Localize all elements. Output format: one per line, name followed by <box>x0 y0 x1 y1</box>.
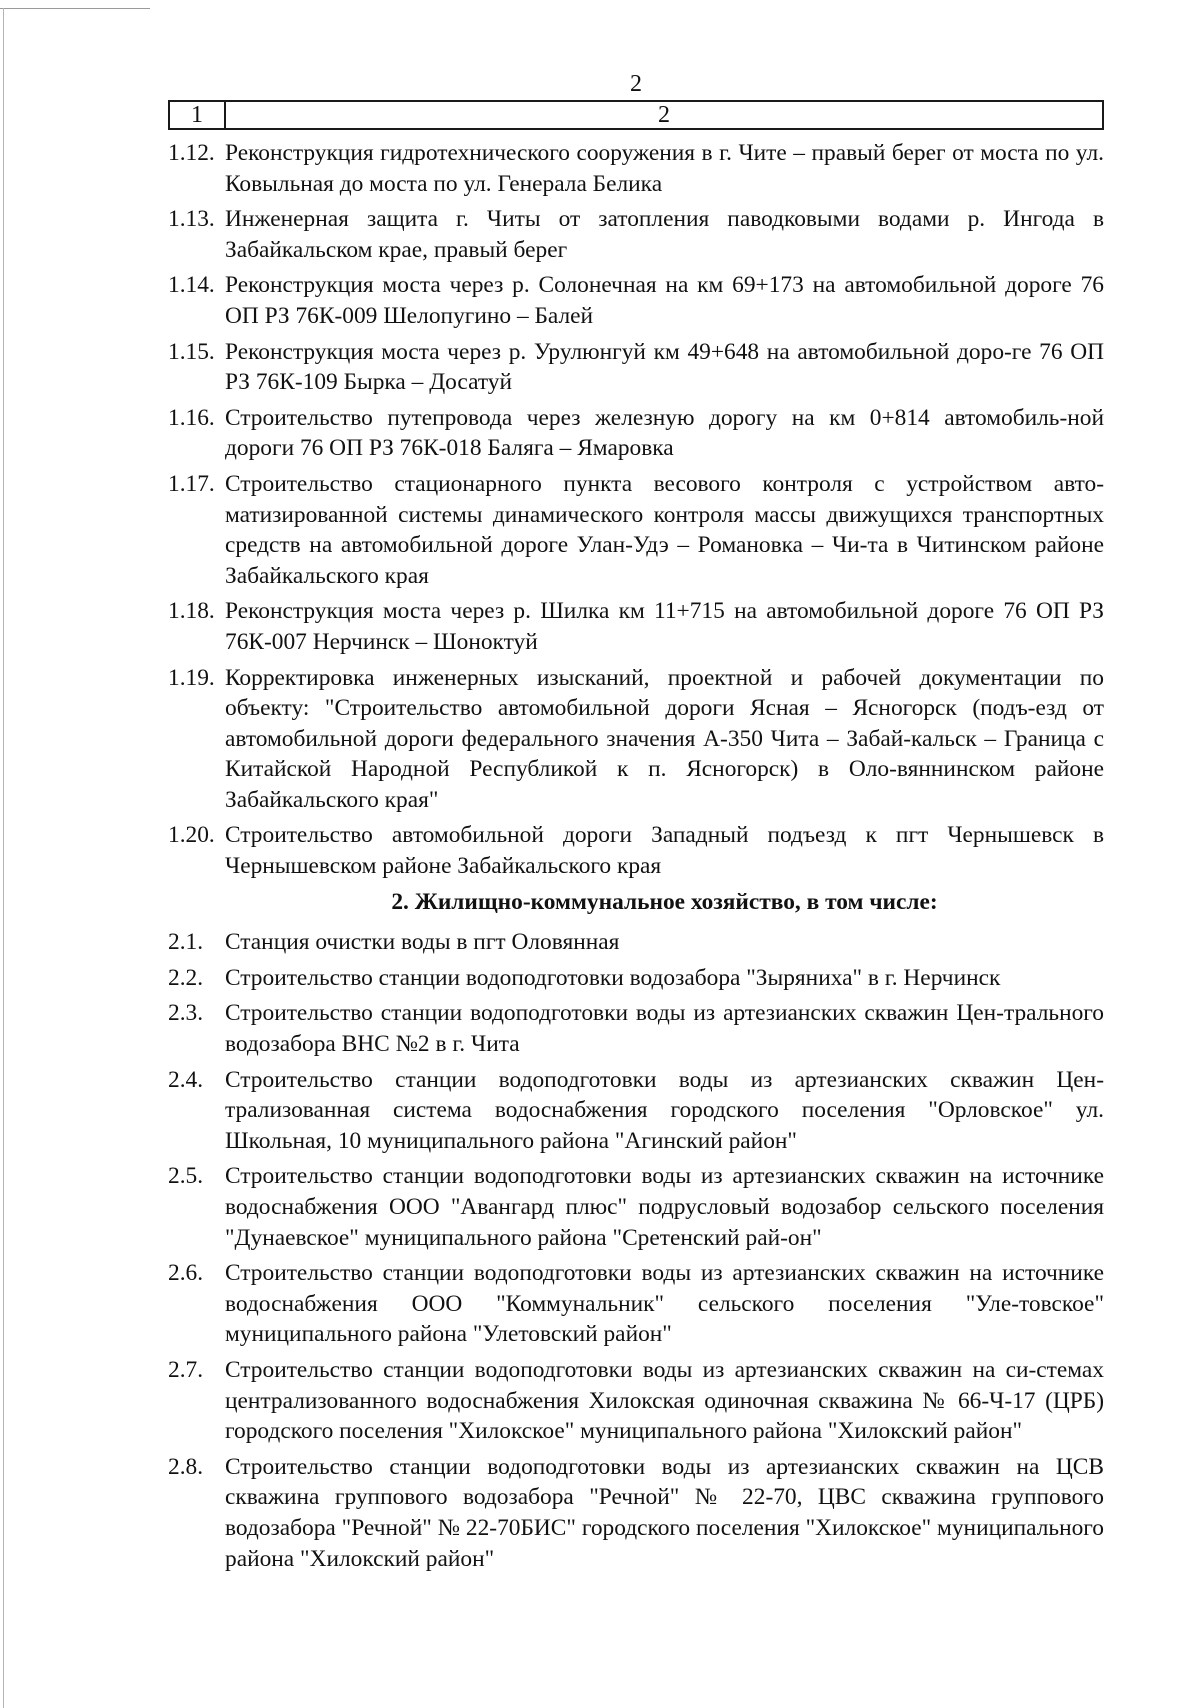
list-item <box>168 403 1104 464</box>
list-item <box>168 1161 1104 1253</box>
section-2-heading: 2. Жилищно-коммунальное хозяйство, в том числе: <box>391 888 938 915</box>
list-item <box>168 204 1104 265</box>
list-item <box>168 138 1104 199</box>
item-text: Строительство станции водоподготовки воды из артезианских скважин Цен-трализованная система водоснабжения городского поселения "Орловское" ул. Школьная, 10 муниципального района "Агинский район" <box>225 1066 1104 1154</box>
item-text: Реконструкция моста через р. Солонечная на км 69+173 на автомобильной дороге 76 ОП РЗ 76К-009 Шелопугино – Балей <box>225 272 1104 329</box>
list-item <box>168 663 1104 816</box>
column-header-1: 1 <box>169 101 225 129</box>
item-number: 2.4. <box>168 1066 204 1093</box>
section-2-list <box>168 927 1104 1574</box>
list-item <box>168 596 1104 657</box>
item-text: Строительство автомобильной дороги Западный подъезд к пгт Чернышевск в Чернышевском районе Забайкальского края <box>225 822 1104 880</box>
list-item <box>168 927 1104 958</box>
list-item <box>168 1258 1104 1350</box>
item-number: 1.17. <box>168 470 215 497</box>
item-number: 2.1. <box>168 929 204 956</box>
item-number: 2.7. <box>168 1356 204 1383</box>
item-text: Строительство станции водоподготовки воды из артезианских скважин на си-стемах централизованного водоснабжения Хилокская одиночная скважина № 66-Ч-17 (ЦРБ) городского поселения "Хилокское" муниципального района "Хилокский район" <box>225 1356 1104 1445</box>
page-number: 2 <box>630 71 642 97</box>
item-number: 2.5. <box>168 1163 204 1190</box>
scan-edge-top <box>0 8 150 9</box>
item-text: Корректировка инженерных изысканий, проектной и рабочей документации по объекту: "Строительство автомобильной дороги Ясная – Ясногорск (подъ-езд от автомобильной дороги федерального значения А-350 Чита – Забай-кальск – Граница с Китайской Народной Республикой к п. Ясногорск) в Оло-вяннинском районе Забайкальского края" <box>225 664 1104 813</box>
item-text: Реконструкция моста через р. Шилка км 11+715 на автомобильной дороге 76 ОП РЗ 76К-007 Нерчинск – Шоноктуй <box>225 598 1104 655</box>
item-text: Строительство путепровода через железную дорогу на км 0+814 автомобиль-ной дороги 76 ОП РЗ 76К-018 Баляга – Ямаровка <box>225 404 1104 462</box>
list-item <box>168 337 1104 398</box>
item-number: 2.8. <box>168 1453 204 1480</box>
item-number: 1.18. <box>168 598 215 625</box>
list-item <box>168 820 1104 881</box>
item-text: Строительство станции водоподготовки воды из артезианских скважин на источнике водоснабжения ООО "Коммунальник" сельского поселения "Уле-товское" муниципального района "Улетовский район" <box>225 1260 1104 1348</box>
section-1-list <box>168 138 1104 882</box>
list-item <box>168 1065 1104 1157</box>
item-number: 1.19. <box>168 664 215 691</box>
item-text: Реконструкция моста через р. Урулюнгуй км 49+648 на автомобильной доро-ге 76 ОП РЗ 76К-109 Бырка – Досатуй <box>225 338 1104 396</box>
item-number: 1.15. <box>168 338 215 365</box>
item-number: 2.3. <box>168 1000 204 1027</box>
column-header-table <box>168 100 1104 130</box>
list-item <box>168 1355 1104 1447</box>
list-item <box>168 1452 1104 1574</box>
item-text: Станция очистки воды в пгт Оловянная <box>225 929 620 956</box>
list-item <box>168 998 1104 1059</box>
item-text: Строительство станции водоподготовки воды из артезианских скважин Цен-трального водозабора ВНС №2 в г. Чита <box>225 1000 1104 1058</box>
list-item <box>168 270 1104 331</box>
item-text: Строительство станции водоподготовки водозабора "Зыряниха" в г. Нерчинск <box>225 964 1001 991</box>
scan-edge-left <box>3 8 4 1708</box>
item-text: Реконструкция гидротехнического сооружения в г. Чите – правый берег от моста по ул. Ковыльная до моста по ул. Генерала Белика <box>225 140 1104 197</box>
item-number: 1.20. <box>168 822 215 849</box>
document-page <box>168 70 1104 1579</box>
item-number: 2.6. <box>168 1260 204 1287</box>
column-header-2: 2 <box>225 101 1103 129</box>
item-text: Инженерная защита г. Читы от затопления паводковыми водами р. Ингода в Забайкальском крае, правый берег <box>225 206 1104 263</box>
item-text: Строительство станции водоподготовки воды из артезианских скважин на источнике водоснабжения ООО "Авангард плюс" подрусловый водозабор сельского поселения "Дунаевское" муниципального района "Сретенский рай-он" <box>225 1163 1104 1251</box>
list-item <box>168 963 1104 994</box>
item-text: Строительство стационарного пункта весового контроля с устройством авто-матизированной системы динамического контроля массы движущихся транспортных средств на автомобильной дороге Улан-Удэ – Романовка – Чи-та в Читинском районе Забайкальского края <box>225 470 1104 589</box>
item-number: 1.13. <box>168 206 215 233</box>
item-number: 2.2. <box>168 964 204 991</box>
column-header-row <box>169 101 1103 129</box>
item-number: 1.14. <box>168 272 215 299</box>
item-number: 1.16. <box>168 404 215 431</box>
item-text: Строительство станции водоподготовки воды из артезианских скважин на ЦСВ скважина группового водозабора "Речной" № 22-70, ЦВС скважина группового водозабора "Речной" № 22-70БИС" городского поселения "Хилокское" муниципального района "Хилокский район" <box>225 1453 1104 1572</box>
list-item <box>168 469 1104 591</box>
item-number: 1.12. <box>168 140 215 166</box>
